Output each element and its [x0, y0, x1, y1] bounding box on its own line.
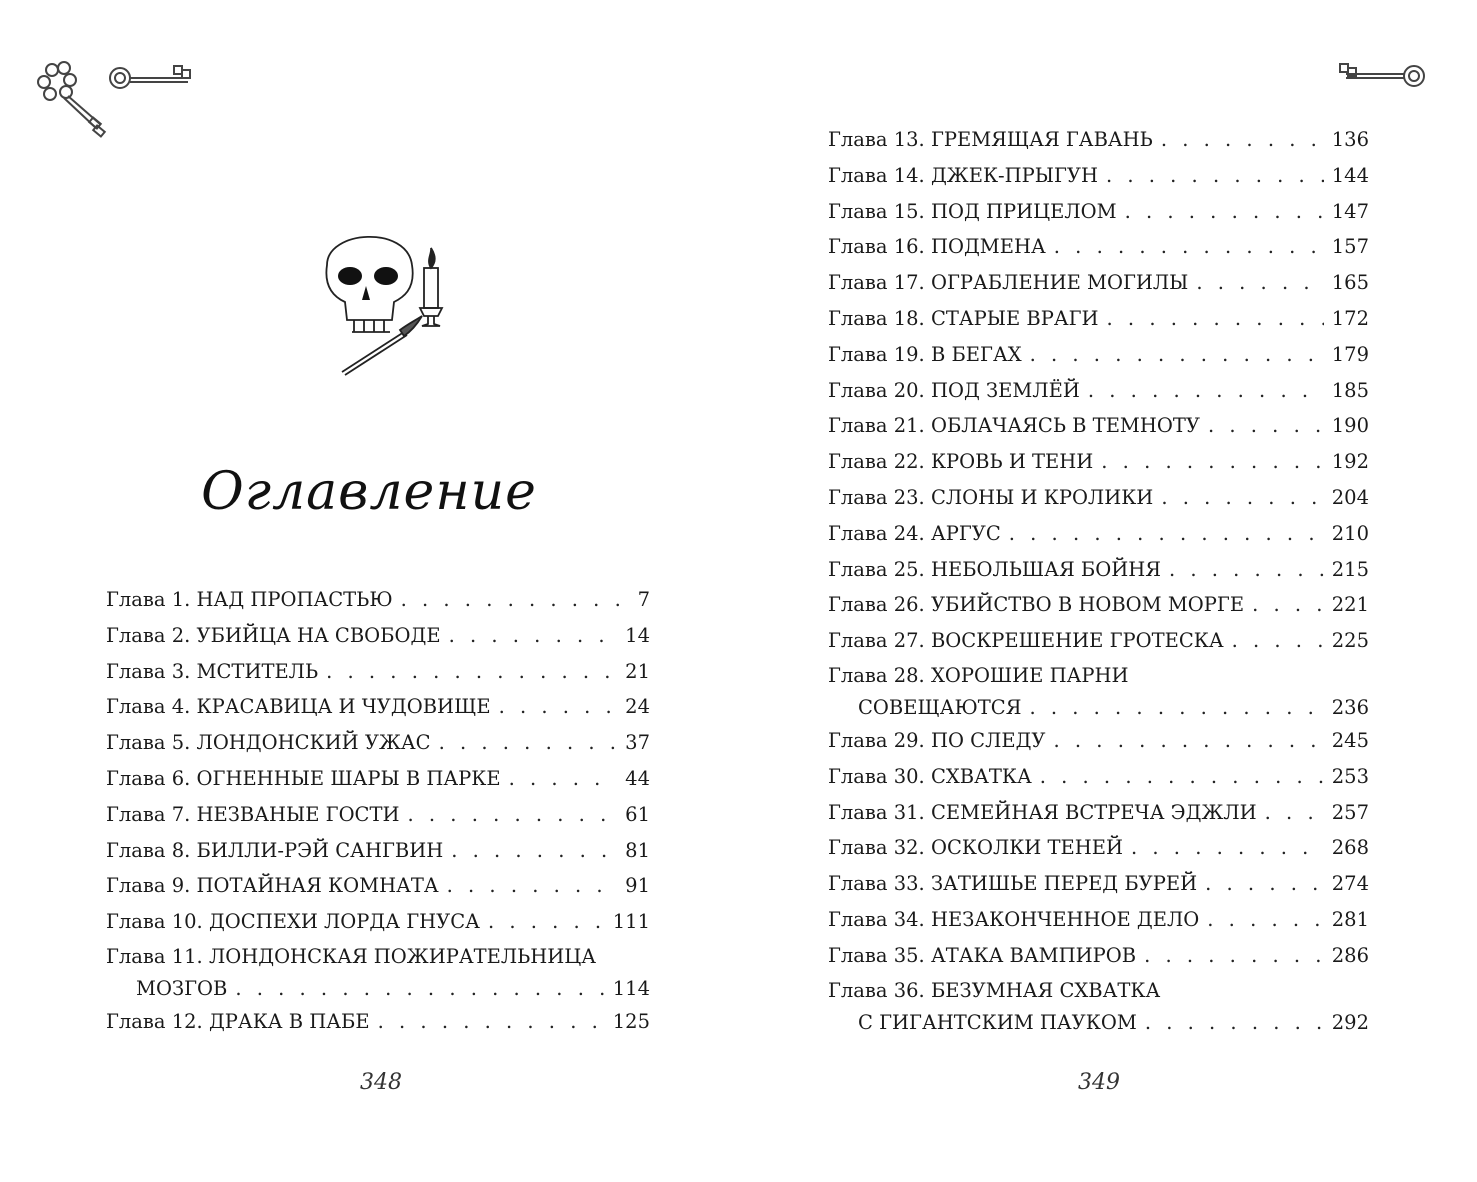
toc-list-left	[106, 582, 650, 1040]
toc-entry	[106, 1004, 650, 1040]
toc-entry	[828, 229, 1369, 265]
page-number: 7	[637, 588, 650, 611]
chapter-title: НЕБОЛЬШАЯ БОЙНЯ	[930, 557, 1161, 581]
chapter-label: Глава 16.	[828, 235, 925, 259]
chapter-title: КРАСАВИЦА И ЧУДОВИЩЕ	[196, 695, 491, 719]
toc-entry	[106, 833, 650, 869]
toc-entry	[828, 373, 1369, 409]
page-number: 81	[625, 838, 650, 862]
toc-entry	[828, 759, 1369, 795]
toc-entry	[828, 552, 1369, 588]
toc-entry	[828, 337, 1369, 373]
chapter-label: Глава 6.	[106, 766, 191, 790]
page-number: 236	[1331, 695, 1369, 719]
toc-entry	[106, 582, 650, 618]
toc-entry	[106, 868, 650, 904]
chapter-label: Глава 31.	[828, 800, 925, 824]
chapter-title: СЛОНЫ И КРОЛИКИ	[930, 485, 1154, 509]
chapter-title: ХОРОШИЕ ПАРНИ	[930, 663, 1129, 687]
chapter-label: Глава 13.	[828, 128, 925, 151]
chapter-title: ЛОНДОНСКИЙ УЖАС	[196, 731, 431, 755]
page-number: 157	[1331, 235, 1369, 259]
toc-entry	[106, 904, 650, 940]
chapter-label: Глава 28.	[828, 663, 925, 687]
page-number: 147	[1331, 199, 1369, 223]
page-folio: 348	[360, 1070, 402, 1095]
page-number: 179	[1331, 342, 1369, 366]
skull-candle-icon	[312, 220, 462, 380]
chapter-label: Глава 27.	[828, 629, 925, 653]
page-number: 245	[1331, 728, 1369, 752]
toc-entry	[106, 940, 650, 1004]
right-page	[738, 0, 1477, 1182]
chapter-label: Глава 1.	[106, 588, 191, 611]
chapter-label: Глава 10.	[106, 910, 203, 934]
chapter-label: Глава 7.	[106, 802, 191, 826]
toc-entry	[828, 480, 1369, 516]
chapter-label: Глава 29.	[828, 728, 925, 752]
chapter-label: Глава 21.	[828, 414, 925, 438]
chapter-title: ПОД ЗЕМЛЁЙ	[930, 378, 1080, 402]
toc-entry	[828, 866, 1369, 902]
chapter-title: СЕМЕЙНАЯ ВСТРЕЧА ЭДЖЛИ	[930, 800, 1257, 824]
chapter-title: ДРАКА В ПАБЕ	[208, 1009, 370, 1033]
page-number: 144	[1331, 163, 1369, 187]
key-icon	[1332, 58, 1432, 98]
page-number: 221	[1331, 593, 1369, 617]
page-number: 210	[1331, 521, 1369, 545]
chapter-title: ДОСПЕХИ ЛОРДА ГНУСА	[208, 910, 480, 934]
page-number: 257	[1331, 800, 1369, 824]
chapter-label: Глава 34.	[828, 907, 925, 931]
page-folio: 349	[1078, 1070, 1120, 1095]
page-number: 114	[612, 976, 650, 1000]
page-number: 136	[1331, 128, 1369, 151]
chapter-title: СХВАТКА	[930, 764, 1032, 788]
chapter-title: СТАРЫЕ ВРАГИ	[930, 306, 1099, 330]
left-page	[0, 0, 738, 1182]
page-number: 190	[1331, 414, 1369, 438]
chapter-title: КРОВЬ И ТЕНИ	[930, 450, 1094, 474]
chapter-title: ЗАТИШЬЕ ПЕРЕД БУРЕЙ	[930, 872, 1198, 896]
chapter-label: Глава 18.	[828, 306, 925, 330]
chapter-title: ОСКОЛКИ ТЕНЕЙ	[930, 836, 1123, 860]
toc-entry	[828, 902, 1369, 938]
chapter-title: ПО СЛЕДУ	[930, 728, 1046, 752]
toc-entry	[828, 659, 1369, 723]
page-number: 24	[625, 695, 650, 719]
chapter-label: Глава 9.	[106, 874, 191, 898]
chapter-label: Глава 23.	[828, 485, 925, 509]
chapter-label: Глава 30.	[828, 764, 925, 788]
toc-entry	[828, 444, 1369, 480]
chapter-label: Глава 17.	[828, 271, 925, 295]
chapter-title-continued: С ГИГАНТСКИМ ПАУКОМ	[858, 1010, 1137, 1034]
chapter-title: ОГРАБЛЕНИЕ МОГИЛЫ	[930, 271, 1189, 295]
chapter-title: ГРЕМЯЩАЯ ГАВАНЬ	[930, 128, 1153, 151]
toc-entry	[828, 158, 1369, 194]
chapter-label: Глава 3.	[106, 659, 191, 683]
chapter-title: НЕЗАКОНЧЕННОЕ ДЕЛО	[930, 907, 1200, 931]
chapter-label: Глава 5.	[106, 731, 191, 755]
chapter-label: Глава 15.	[828, 199, 925, 223]
toc-entry	[106, 618, 650, 654]
page-number: 286	[1331, 943, 1369, 967]
chapter-title: В БЕГАХ	[930, 342, 1022, 366]
chapter-label: Глава 32.	[828, 836, 925, 860]
toc-entry	[828, 122, 1369, 158]
chapter-title: ДЖЕК-ПРЫГУН	[930, 163, 1098, 187]
toc-entry	[106, 725, 650, 761]
chapter-title: ОБЛАЧАЯСЬ В ТЕМНОТУ	[930, 414, 1200, 438]
chapter-title: ОГНЕННЫЕ ШАРЫ В ПАРКЕ	[196, 766, 501, 790]
chapter-title: АТАКА ВАМПИРОВ	[930, 943, 1137, 967]
page-number: 204	[1331, 485, 1369, 509]
chapter-label: Глава 33.	[828, 872, 925, 896]
key-icon	[30, 58, 200, 140]
chapter-title: ЛОНДОНСКАЯ ПОЖИРАТЕЛЬНИЦА	[208, 944, 597, 968]
page-number: 281	[1331, 907, 1369, 931]
chapter-title: ПОД ПРИЦЕЛОМ	[930, 199, 1117, 223]
chapter-label: Глава 19.	[828, 342, 925, 366]
chapter-title: БИЛЛИ-РЭЙ САНГВИН	[196, 838, 444, 862]
page-number: 225	[1331, 629, 1369, 653]
page-number: 14	[625, 623, 650, 647]
toc-entry	[828, 516, 1369, 552]
chapter-title: АРГУС	[930, 521, 1001, 545]
toc-entry	[106, 689, 650, 725]
page-number: 215	[1331, 557, 1369, 581]
page-number: 125	[612, 1009, 650, 1033]
chapter-title: ПОДМЕНА	[930, 235, 1046, 259]
chapter-label: Глава 12.	[106, 1009, 203, 1033]
chapter-label: Глава 20.	[828, 378, 925, 402]
toc-entry	[828, 974, 1369, 1038]
toc-entry	[828, 623, 1369, 659]
toc-entry	[106, 797, 650, 833]
chapter-label: Глава 2.	[106, 623, 191, 647]
toc-list-right	[828, 122, 1369, 1038]
page-number: 91	[625, 874, 650, 898]
toc-entry	[828, 723, 1369, 759]
toc-entry	[106, 654, 650, 690]
page-number: 61	[625, 802, 650, 826]
page-number: 274	[1331, 872, 1369, 896]
chapter-title: ВОСКРЕШЕНИЕ ГРОТЕСКА	[930, 629, 1224, 653]
chapter-label: Глава 35.	[828, 943, 925, 967]
toc-entry	[106, 761, 650, 797]
chapter-title: НЕЗВАНЫЕ ГОСТИ	[196, 802, 400, 826]
page-number: 268	[1331, 836, 1369, 860]
chapter-title: МСТИТЕЛЬ	[196, 659, 319, 683]
page-number: 192	[1331, 450, 1369, 474]
chapter-title: УБИЙЦА НА СВОБОДЕ	[196, 623, 441, 647]
chapter-label: Глава 11.	[106, 944, 203, 968]
page-number: 44	[625, 766, 650, 790]
toc-entry	[828, 408, 1369, 444]
toc-entry	[828, 194, 1369, 230]
page-number: 172	[1331, 306, 1369, 330]
chapter-title: БЕЗУМНАЯ СХВАТКА	[930, 978, 1161, 1002]
chapter-title: ПОТАЙНАЯ КОМНАТА	[196, 874, 439, 898]
page-number: 165	[1331, 271, 1369, 295]
page-number: 253	[1331, 764, 1369, 788]
chapter-label: Глава 26.	[828, 593, 925, 617]
page-number: 111	[612, 910, 650, 934]
chapter-title-continued: СОВЕЩАЮТСЯ	[858, 695, 1022, 719]
chapter-title: УБИЙСТВО В НОВОМ МОРГЕ	[930, 593, 1245, 617]
toc-entry	[828, 301, 1369, 337]
chapter-label: Глава 4.	[106, 695, 191, 719]
chapter-label: Глава 14.	[828, 163, 925, 187]
page-number: 37	[625, 731, 650, 755]
page-number: 21	[625, 659, 650, 683]
chapter-label: Глава 22.	[828, 450, 925, 474]
page-title: Оглавление	[201, 462, 537, 522]
chapter-title: НАД ПРОПАСТЬЮ	[196, 588, 393, 611]
toc-entry	[828, 587, 1369, 623]
toc-entry	[828, 265, 1369, 301]
toc-entry	[828, 795, 1369, 831]
chapter-label: Глава 24.	[828, 521, 925, 545]
page-number: 185	[1331, 378, 1369, 402]
page-number: 292	[1331, 1010, 1369, 1034]
toc-entry	[828, 830, 1369, 866]
toc-entry	[828, 938, 1369, 974]
chapter-title-continued: МОЗГОВ	[136, 976, 228, 1000]
chapter-label: Глава 36.	[828, 978, 925, 1002]
chapter-label: Глава 25.	[828, 557, 925, 581]
chapter-label: Глава 8.	[106, 838, 191, 862]
